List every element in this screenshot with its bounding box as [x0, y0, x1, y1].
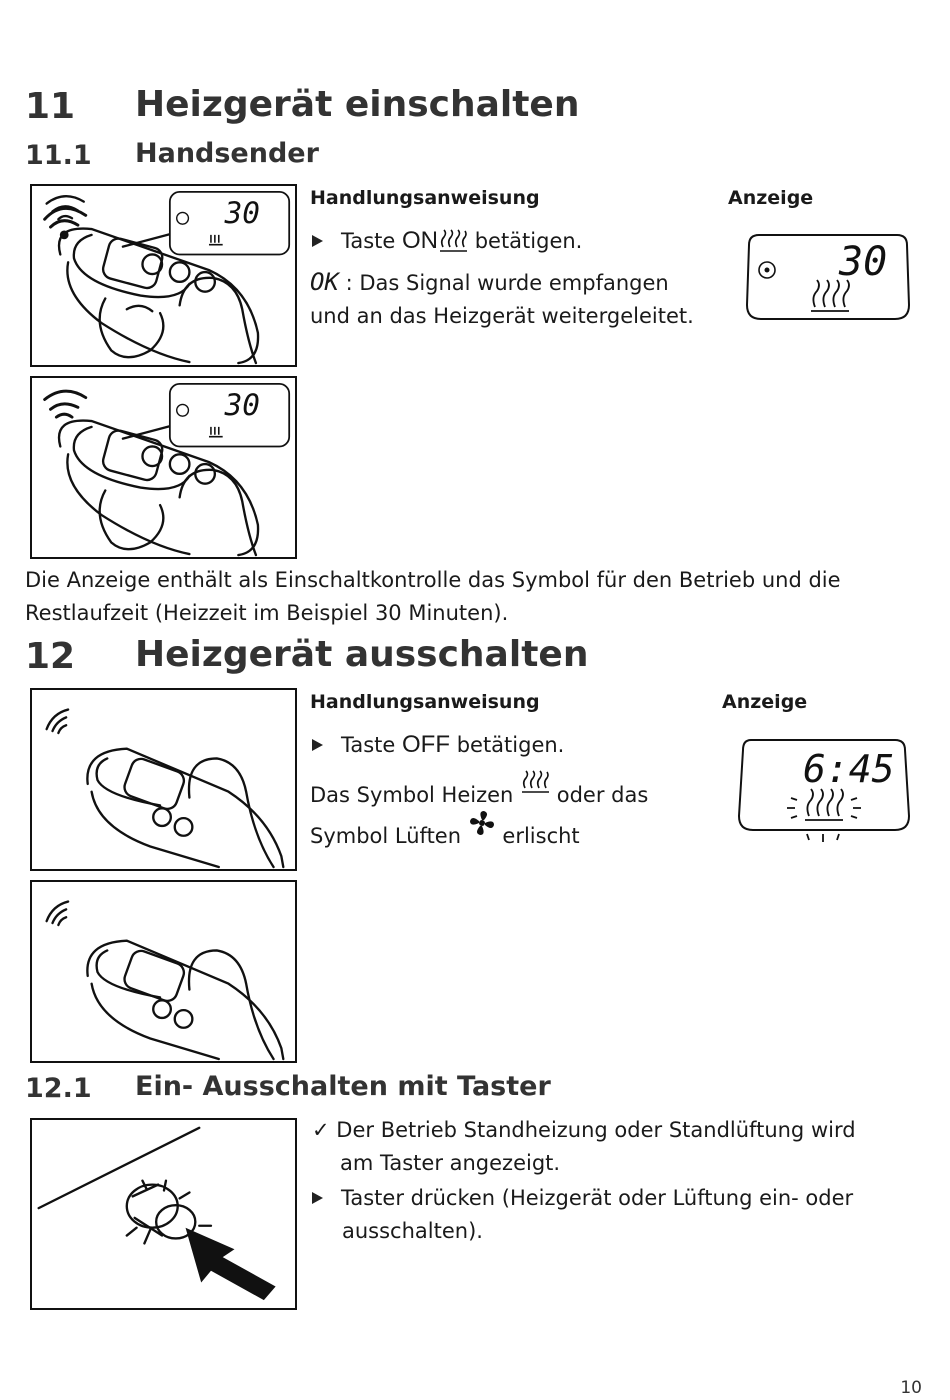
remote-hand-image	[32, 378, 295, 557]
page-number: 10	[900, 1378, 922, 1398]
column-heading-instruction: Handlungsanweisung	[310, 187, 540, 209]
remote-hand-image	[32, 882, 295, 1061]
instruction-step-line2: ausschalten).	[342, 1219, 483, 1243]
push-button-image	[32, 1120, 295, 1308]
section-number: 11	[25, 86, 76, 127]
subsection-title: Handsender	[135, 138, 319, 169]
checkmark-icon: ✓	[312, 1118, 330, 1142]
subsection-number: 11.1	[25, 140, 92, 171]
remote-display-value: 30	[224, 196, 260, 231]
display-value: 6:45	[803, 747, 895, 791]
section-title: Heizgerät einschalten	[135, 84, 580, 125]
remote-hand-image	[32, 186, 295, 365]
remote-display-value: 30	[224, 388, 260, 423]
remote-on-illustration-2	[30, 376, 297, 559]
fan-icon	[468, 809, 496, 837]
arrow-bullet-icon	[312, 1192, 323, 1204]
column-heading-display: Anzeige	[722, 691, 808, 713]
checklist-item-line2: am Taster angezeigt.	[340, 1151, 561, 1175]
heating-icon	[438, 229, 468, 255]
lcd-display-off	[737, 736, 911, 846]
remote-hand-image	[32, 690, 295, 869]
lcd-display-on	[745, 231, 911, 323]
ventilation-symbol-line: Symbol Lüften erlischt	[310, 809, 580, 853]
column-heading-display: Anzeige	[728, 187, 814, 209]
checklist-item: ✓ Der Betrieb Standheizung oder Standlüftung wird	[312, 1118, 856, 1142]
section-number: 12	[25, 636, 76, 677]
instruction-step: Taste OFF betätigen.	[312, 728, 564, 762]
ok-explanation-line2: und an das Heizgerät weitergeleitet.	[310, 304, 694, 328]
ok-explanation: OK : Das Signal wurde empfangen	[310, 268, 669, 296]
instruction-step: Taster drücken (Heizgerät oder Lüftung ein- oder	[312, 1182, 853, 1215]
section-title: Heizgerät ausschalten	[135, 634, 589, 675]
remote-off-illustration-2	[30, 880, 297, 1063]
ok-symbol: OK	[310, 268, 339, 296]
subsection-title: Ein- Ausschalten mit Taster	[135, 1071, 551, 1102]
instruction-step: Taste ON betätigen.	[312, 224, 582, 258]
arrow-bullet-icon	[312, 739, 323, 751]
column-heading-instruction: Handlungsanweisung	[310, 691, 540, 713]
off-key-label: OFF	[402, 731, 451, 758]
heating-symbol-line: Das Symbol Heizen oder das	[310, 770, 648, 812]
subsection-number: 12.1	[25, 1073, 92, 1104]
remote-off-illustration-1	[30, 688, 297, 871]
remote-on-illustration-1	[30, 184, 297, 367]
arrow-bullet-icon	[312, 235, 323, 247]
note-paragraph: Die Anzeige enthält als Einschaltkontrolle das Symbol für den Betrieb und die Restlaufzeit (Heizzeit im Beispiel 30 Minuten).	[25, 568, 841, 625]
push-button-illustration	[30, 1118, 297, 1310]
display-value: 30	[839, 239, 888, 285]
on-key-label: ON	[402, 227, 439, 254]
heating-icon	[520, 770, 550, 796]
